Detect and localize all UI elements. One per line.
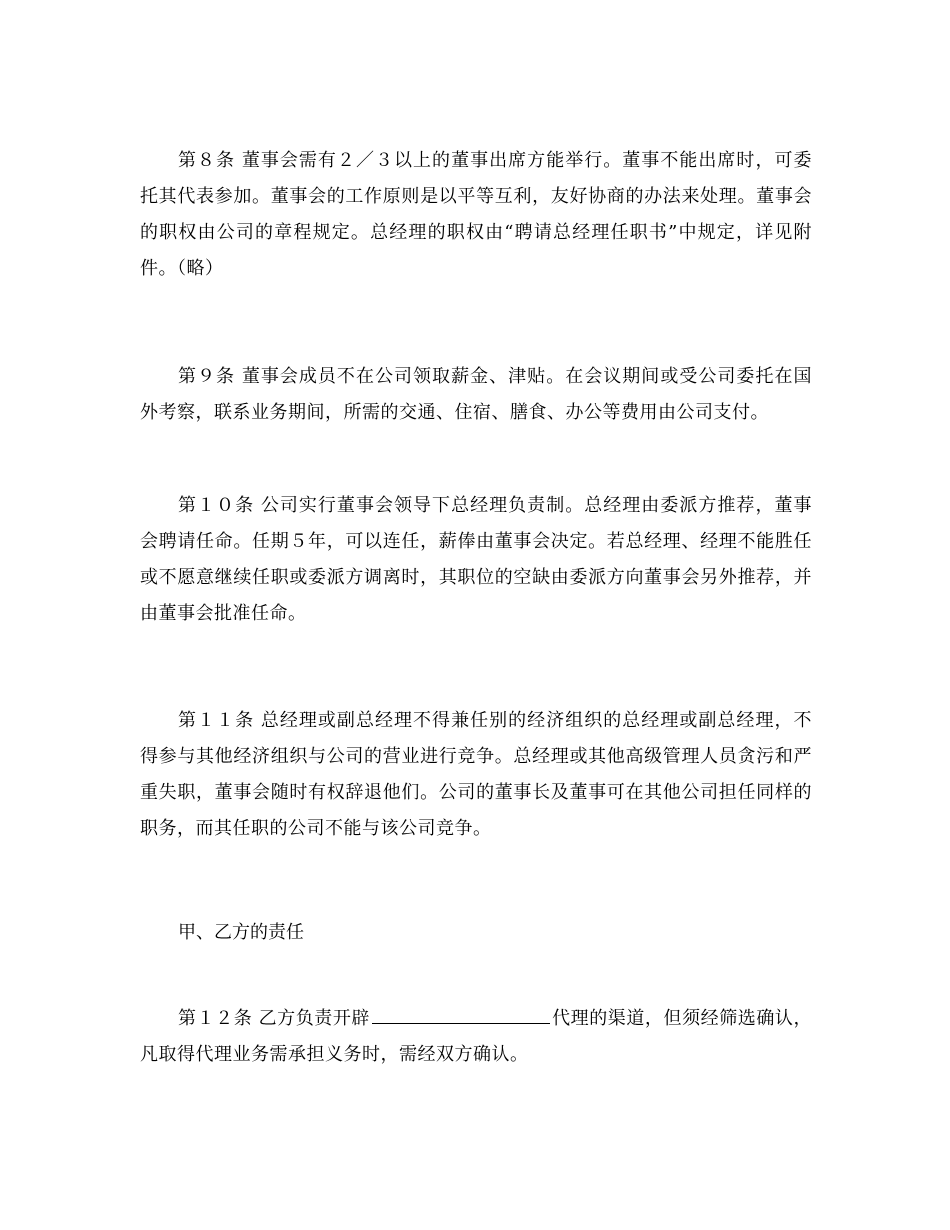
article-9-paragraph: 第９条 董事会成员不在公司领取薪金、津贴。在会议期间或受公司委托在国外考察，联系业务期间，所需的交通、住宿、膳食、办公等费用由公司支付。	[140, 366, 812, 423]
article-12-text-before-blank: 第１２条 乙方负责开辟	[178, 1008, 370, 1029]
article-11-paragraph: 第１１条 总经理或副总经理不得兼任别的经济组织的总经理或副总经理，不得参与其他经济组织与公司的营业进行竞争。总经理或其他高级管理人员贪污和严重失职，董事会随时有权辞退他们。公司的董事长及董事可在其他公司担任同样的职务，而其任职的公司不能与该公司竞争。	[140, 710, 812, 839]
fill-in-blank-line	[372, 1003, 550, 1024]
article-12-paragraph	[140, 1001, 812, 1073]
article-12-text-after-blank: 代理的渠道，但须经筛选确认，凡取得代理业务需承担义务时，需经双方确认。	[140, 1008, 812, 1065]
article-10-paragraph: 第１０条 公司实行董事会领导下总经理负责制。总经理由委派方推荐，董事会聘请任命。任期５年，可以连任，薪俸由董事会决定。若总经理、经理不能胜任或不愿意继续任职或委派方调离时，其职位的空缺由委派方向董事会另外推荐，并由董事会批准任命。	[140, 495, 812, 624]
section-heading: 甲、乙方的责任	[178, 922, 304, 943]
article-8-paragraph: 第８条 董事会需有２／３以上的董事出席方能举行。董事不能出席时，可委托其代表参加。董事会的工作原则是以平等互利，友好协商的办法来处理。董事会的职权由公司的章程规定。总经理的职权由“聘请总经理任职书”中规定，详见附件。（略）	[140, 150, 812, 279]
